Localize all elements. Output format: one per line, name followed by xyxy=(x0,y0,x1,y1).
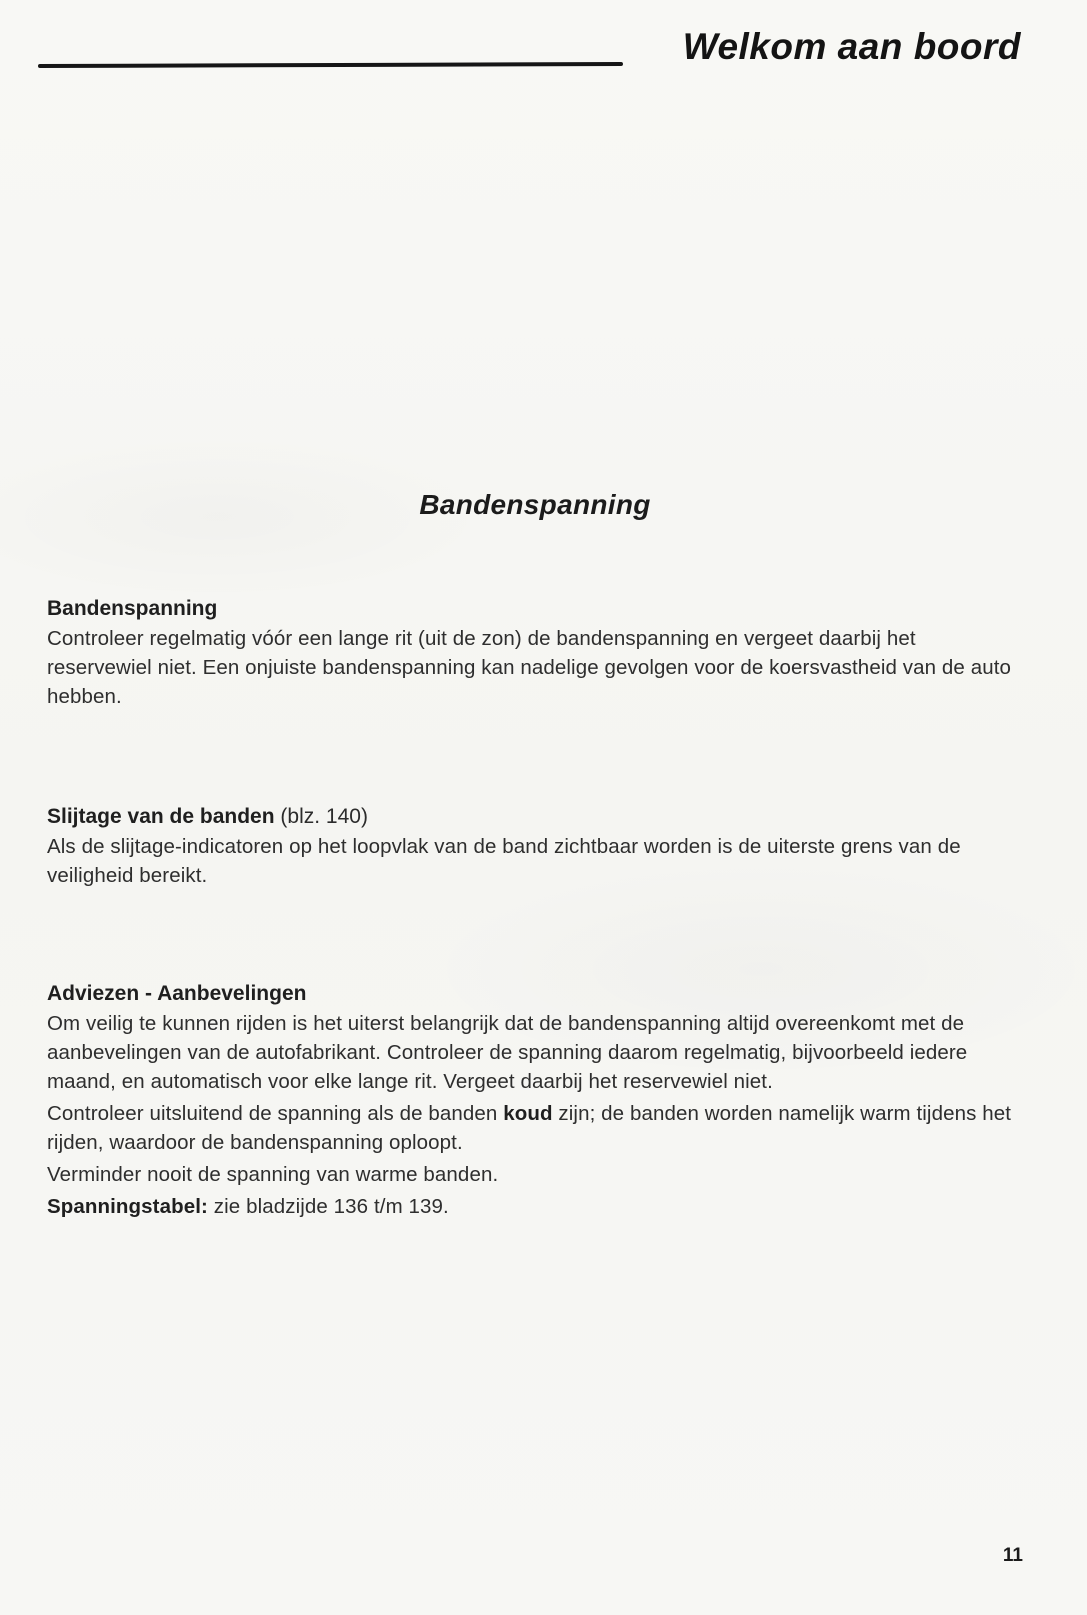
page-number: 11 xyxy=(1002,1545,1023,1566)
section-heading-adviezen: Adviezen - Aanbevelingen xyxy=(47,982,307,1005)
paragraph-adviezen-2-after: zijn; de banden worden namelijk warm tijdens het rijden, waardoor de bandenspanning oploopt. xyxy=(47,1102,1012,1154)
page-content xyxy=(47,0,1023,1221)
paragraph-slijtage: Als de slijtage-indicatoren op het loopvlak van de band zichtbaar worden is de uiterste grens van de veiligheid bereikt. xyxy=(47,835,961,887)
paragraph-bandenspanning: Controleer regelmatig vóór een lange rit (uit de zon) de bandenspanning en vergeet daarbij het reservewiel niet. Een onjuiste bandenspanning kan nadelige gevolgen voor de koersvastheid van de auto hebben. xyxy=(47,627,1012,708)
paragraph-spanningstabel-ref: zie bladzijde 136 t/m 139. xyxy=(207,1195,449,1218)
section-heading-slijtage-bold: Slijtage van de banden xyxy=(47,805,275,828)
paragraph-adviezen-2 xyxy=(47,1099,1023,1157)
paragraph-spanningstabel xyxy=(47,1192,1023,1221)
paragraph-adviezen-2-bold-koud: koud xyxy=(503,1102,553,1125)
paragraph-adviezen-1: Om veilig te kunnen rijden is het uiterst belangrijk dat de bandenspanning altijd overeenkomt met de aanbevelingen van de autofabrikant. Controleer de spanning daarom regelmatig, bijvoorbeeld iedere maand, en automatisch voor elke lange rit. Vergeet daarbij het reservewiel niet. xyxy=(47,1012,968,1093)
paragraph-adviezen-2-before: Controleer uitsluitend de spanning als de banden xyxy=(47,1102,504,1125)
document-title: Bandenspanning xyxy=(419,489,651,520)
section-heading-slijtage xyxy=(47,805,1023,829)
paragraph-verminder: Verminder nooit de spanning van warme banden. xyxy=(47,1163,499,1186)
header-title: Welkom aan boord xyxy=(682,26,1021,67)
paragraph-spanningstabel-label: Spanningstabel: xyxy=(47,1195,208,1218)
section-heading-bandenspanning: Bandenspanning xyxy=(47,597,218,620)
section-heading-slijtage-pageref: (blz. 140) xyxy=(274,805,368,828)
